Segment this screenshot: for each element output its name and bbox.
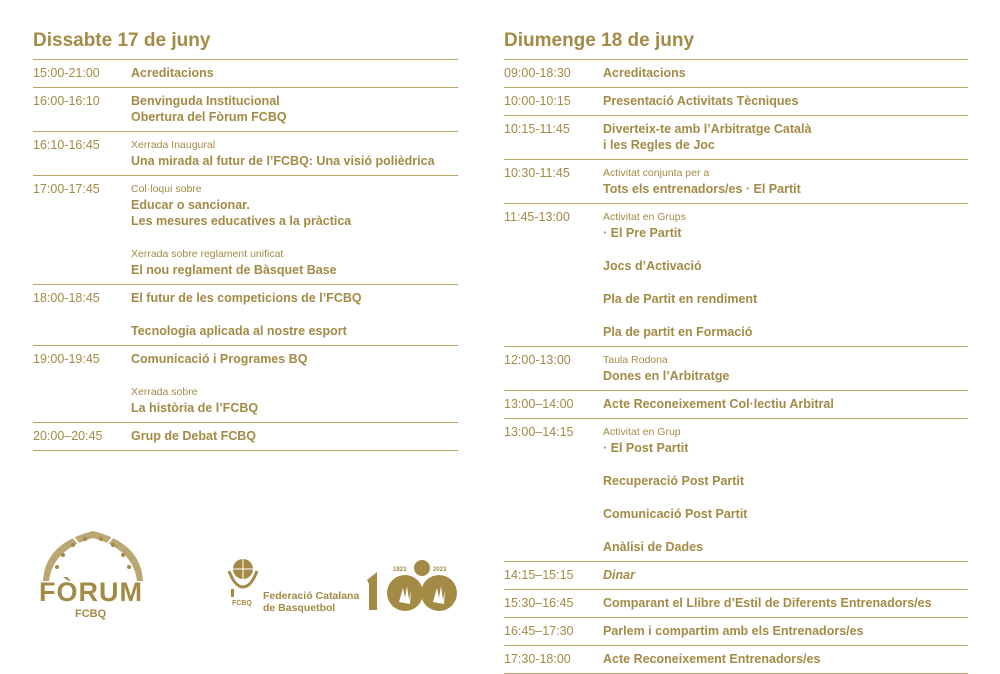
schedule-row: [504, 204, 968, 347]
session-label: Activitat en Grup: [603, 426, 681, 438]
session-title: Benvinguda Institucional: [131, 94, 280, 108]
saturday-title: Dissabte 17 de juny: [33, 30, 211, 51]
session-title: La història de l’FCBQ: [131, 401, 259, 415]
schedule-row: [504, 347, 968, 391]
session-time: 15:00-21:00: [33, 66, 100, 80]
session-title: El futur de les competicions de l’FCBQ: [131, 291, 362, 305]
schedule-row: [504, 590, 968, 618]
session-title: Les mesures educatives a la pràctica: [131, 214, 352, 228]
session-time: 09:00-18:30: [504, 66, 571, 80]
schedule-row: [504, 562, 968, 590]
session-label: Activitat conjunta per a: [603, 167, 710, 179]
forum-logo-subtext: FCBQ: [75, 608, 107, 620]
session-time: 10:00-10:15: [504, 94, 571, 108]
session-title: Comunicació Post Partit: [603, 507, 748, 521]
session-title: Acreditacions: [131, 66, 214, 80]
session-title: Acte Reconeixement Entrenadors/es: [603, 652, 821, 666]
session-time: 13:00–14:15: [504, 425, 574, 439]
session-title: Presentació Activitats Tècniques: [603, 94, 799, 108]
session-title: Grup de Debat FCBQ: [131, 429, 257, 443]
session-time: 13:00–14:00: [504, 397, 574, 411]
schedule-row: [504, 419, 968, 562]
session-label: Xerrada Inaugural: [131, 139, 216, 151]
session-label: Col·loqui sobre: [131, 183, 202, 195]
session-title: Dinar: [603, 568, 635, 582]
session-title: Diverteix-te amb l’Arbitratge Català: [603, 122, 812, 136]
session-label: Xerrada sobre: [131, 386, 198, 398]
session-time: 16:10-16:45: [33, 138, 100, 152]
schedule-row: [504, 60, 968, 88]
sunday-title: Diumenge 18 de juny: [504, 30, 695, 51]
schedule-row: [33, 60, 458, 88]
centenary-100-icon: [363, 558, 459, 616]
session-title: Tots els entrenadors/es · El Partit: [603, 182, 801, 196]
session-time: 12:00-13:00: [504, 353, 571, 367]
session-time: 11:45-13:00: [504, 210, 570, 224]
session-title: i les Regles de Joc: [603, 138, 715, 152]
session-title: Comunicació i Programes BQ: [131, 352, 308, 366]
session-title: El nou reglament de Bàsquet Base: [131, 263, 337, 277]
session-title: Tecnologia aplicada al nostre esport: [131, 324, 347, 338]
federacio-abbr: FCBQ: [232, 600, 252, 607]
federacio-logo: [221, 557, 361, 612]
schedule-row: [33, 88, 458, 132]
forum-fcbq-logo: [33, 525, 153, 620]
schedule-row: [504, 646, 968, 674]
session-title: Acreditacions: [603, 66, 686, 80]
session-time: 15:30–16:45: [504, 596, 574, 610]
schedule-row: [33, 346, 458, 423]
session-time: 10:15-11:45: [504, 122, 570, 136]
session-time: 16:45–17:30: [504, 624, 574, 638]
schedule-row: [504, 391, 968, 419]
federacio-name: [263, 590, 359, 614]
session-time: 20:00–20:45: [33, 429, 103, 443]
session-title: Parlem i compartim amb els Entrenadors/es: [603, 624, 864, 638]
schedule-row: [33, 176, 458, 285]
schedule-row: [504, 116, 968, 160]
federacio-name-line1: Federació Catalana: [263, 590, 360, 602]
session-title: Una mirada al futur de l’FCBQ: Una visió polièdrica: [131, 154, 435, 168]
session-label: Taula Rodona: [603, 354, 668, 366]
schedule-row: [33, 285, 458, 346]
ball-hoop-icon: [221, 557, 261, 602]
forum-logo-text: FÒRUM: [39, 577, 143, 607]
session-title: Educar o sancionar.: [131, 198, 250, 212]
session-title: Pla de Partit en rendiment: [603, 292, 758, 306]
session-title: Comparant el Llibre d’Estil de Diferents Entrenadors/es: [603, 596, 932, 610]
session-label: Xerrada sobre reglament unificat: [131, 248, 284, 260]
session-time: 14:15–15:15: [504, 568, 574, 582]
session-title: Anàlisi de Dades: [603, 540, 704, 554]
federacio-name-line2: de Basquetbol: [263, 602, 336, 614]
session-time: 16:00-16:10: [33, 94, 100, 108]
session-title: Pla de partit en Formació: [603, 325, 753, 339]
schedule-row: [33, 423, 458, 451]
basketball-arc-icon: [33, 525, 153, 585]
session-title: Obertura del Fòrum FCBQ: [131, 110, 287, 124]
session-title: · El Post Partit: [603, 441, 689, 455]
saturday-schedule: [33, 60, 458, 451]
session-label: Activitat en Grups: [603, 211, 686, 223]
session-title: Recuperació Post Partit: [603, 474, 745, 488]
schedule-row: [504, 160, 968, 204]
session-title: · El Pre Partit: [603, 226, 682, 240]
session-title: Jocs d’Activació: [603, 259, 702, 273]
schedule-row: [504, 88, 968, 116]
sunday-schedule: [504, 60, 968, 674]
schedule-row: [33, 132, 458, 176]
year-end: 2023: [433, 567, 447, 573]
session-title: Dones en l’Arbitratge: [603, 369, 730, 383]
schedule-row: [504, 618, 968, 646]
session-time: 10:30-11:45: [504, 166, 570, 180]
session-time: 17:30-18:00: [504, 652, 571, 666]
session-title: Acte Reconeixement Col·lectiu Arbitral: [603, 397, 834, 411]
centenary-logo: [363, 558, 459, 616]
year-start: 1923: [393, 567, 407, 573]
logos-area: [33, 525, 458, 625]
session-time: 18:00-18:45: [33, 291, 100, 305]
session-time: 17:00-17:45: [33, 182, 100, 196]
session-time: 19:00-19:45: [33, 352, 100, 366]
